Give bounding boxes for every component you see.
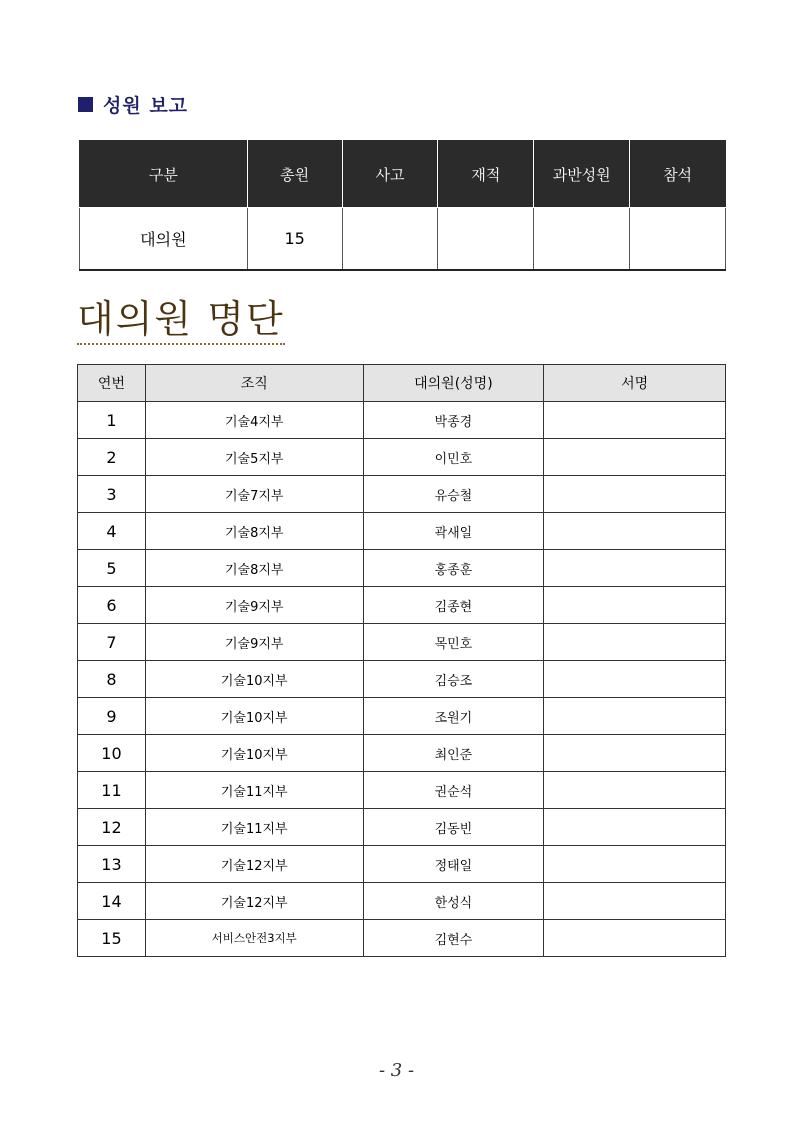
member-name: 정태일: [363, 846, 544, 883]
member-org: 기술12지부: [145, 883, 363, 920]
table-row: [78, 735, 726, 772]
member-signature[interactable]: [544, 809, 726, 846]
member-name: 권순석: [363, 772, 544, 809]
member-signature[interactable]: [544, 772, 726, 809]
member-name: 박종경: [363, 402, 544, 439]
member-signature[interactable]: [544, 550, 726, 587]
report-header-cell: 과반성원: [534, 141, 630, 208]
table-row: [78, 883, 726, 920]
member-number: 11: [78, 772, 146, 809]
member-number: 3: [78, 476, 146, 513]
report-cell-present: [630, 208, 726, 271]
member-signature[interactable]: [544, 439, 726, 476]
report-cell-category: 대의원: [80, 208, 248, 271]
member-number: 6: [78, 587, 146, 624]
member-signature[interactable]: [544, 846, 726, 883]
member-org: 기술11지부: [145, 809, 363, 846]
member-number: 4: [78, 513, 146, 550]
report-header-cell: 재적: [438, 141, 534, 208]
member-org: 기술9지부: [145, 587, 363, 624]
report-cell-absent: [342, 208, 438, 271]
table-row: [78, 661, 726, 698]
member-signature[interactable]: [544, 735, 726, 772]
report-header-row: [80, 141, 726, 208]
member-org: 기술5지부: [145, 439, 363, 476]
table-row: [78, 624, 726, 661]
member-signature[interactable]: [544, 587, 726, 624]
member-number: 12: [78, 809, 146, 846]
report-cell-quorum: [534, 208, 630, 271]
page-number: - 3 -: [378, 1060, 415, 1081]
table-row: [78, 587, 726, 624]
table-row: [78, 698, 726, 735]
table-row: [78, 846, 726, 883]
member-name: 곽새일: [363, 513, 544, 550]
member-signature[interactable]: [544, 920, 726, 957]
section-title: 성원 보고: [103, 94, 189, 117]
member-org: 기술11지부: [145, 772, 363, 809]
member-name: 김승조: [363, 661, 544, 698]
member-org: 기술7지부: [145, 476, 363, 513]
report-header-cell: 참석: [630, 141, 726, 208]
table-row: [78, 476, 726, 513]
member-signature[interactable]: [544, 513, 726, 550]
member-header-cell: 서명: [544, 365, 726, 402]
member-number: 9: [78, 698, 146, 735]
table-row: [78, 809, 726, 846]
member-org: 기술10지부: [145, 735, 363, 772]
member-name: 김동빈: [363, 809, 544, 846]
table-row: [78, 513, 726, 550]
member-number: 5: [78, 550, 146, 587]
member-signature[interactable]: [544, 476, 726, 513]
table-row: [78, 402, 726, 439]
table-row: [78, 920, 726, 957]
member-name: 최인준: [363, 735, 544, 772]
member-number: 7: [78, 624, 146, 661]
member-org: 기술12지부: [145, 846, 363, 883]
member-list-title: 대의원 명단: [77, 296, 285, 345]
table-row: [78, 550, 726, 587]
member-header-cell: 대의원(성명): [363, 365, 544, 402]
member-signature[interactable]: [544, 698, 726, 735]
table-row: [78, 772, 726, 809]
member-header-row: [78, 365, 726, 402]
member-signature[interactable]: [544, 402, 726, 439]
table-row: [78, 439, 726, 476]
member-name: 홍종훈: [363, 550, 544, 587]
member-header-cell: 조직: [145, 365, 363, 402]
member-rows: [78, 402, 726, 957]
member-org: 기술10지부: [145, 661, 363, 698]
section-heading: [78, 90, 188, 118]
square-bullet-icon: [78, 97, 93, 112]
member-number: 10: [78, 735, 146, 772]
member-signature[interactable]: [544, 624, 726, 661]
member-name: 유승철: [363, 476, 544, 513]
report-header-cell: 구분: [80, 141, 248, 208]
member-org: 서비스안전3지부: [145, 920, 363, 957]
member-header-cell: 연번: [78, 365, 146, 402]
report-header-cell: 총원: [247, 141, 342, 208]
member-org: 기술9지부: [145, 624, 363, 661]
member-number: 2: [78, 439, 146, 476]
member-org: 기술10지부: [145, 698, 363, 735]
member-number: 8: [78, 661, 146, 698]
member-number: 13: [78, 846, 146, 883]
member-number: 15: [78, 920, 146, 957]
member-org: 기술8지부: [145, 513, 363, 550]
member-name: 한성식: [363, 883, 544, 920]
report-header-cell: 사고: [342, 141, 438, 208]
report-cell-enrolled: [438, 208, 534, 271]
member-name: 목민호: [363, 624, 544, 661]
member-org: 기술8지부: [145, 550, 363, 587]
member-name: 이민호: [363, 439, 544, 476]
attendance-report-table: [79, 140, 726, 271]
member-name: 김현수: [363, 920, 544, 957]
member-org: 기술4지부: [145, 402, 363, 439]
report-cell-total: 15: [247, 208, 342, 271]
member-name: 조원기: [363, 698, 544, 735]
member-number: 14: [78, 883, 146, 920]
member-number: 1: [78, 402, 146, 439]
member-signature[interactable]: [544, 883, 726, 920]
report-row: [80, 208, 726, 271]
member-signature[interactable]: [544, 661, 726, 698]
member-name: 김종현: [363, 587, 544, 624]
member-list-table: [77, 364, 726, 957]
